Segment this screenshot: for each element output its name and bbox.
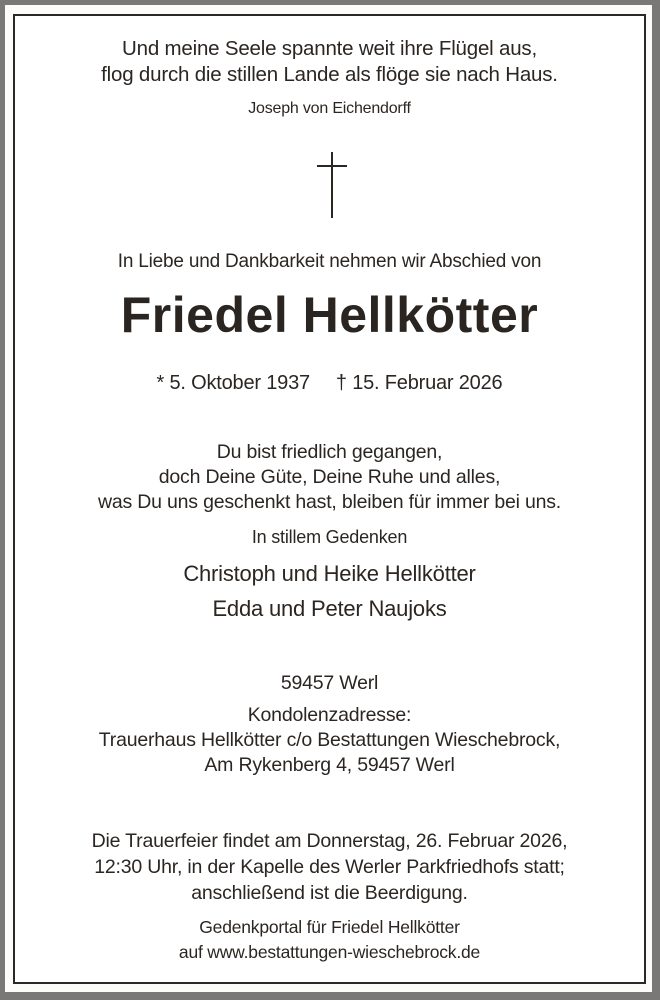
verse-line-2: doch Deine Güte, Deine Ruhe und alles, [158, 466, 501, 488]
intro-text: In Liebe und Dankbarkeit nehmen wir Abschied von [117, 251, 542, 272]
mourner-1: Christoph und Heike Hellkötter [183, 561, 476, 586]
portal-line-2: auf www.bestattungen-wieschebrock.de [178, 942, 481, 962]
obituary-notice [13, 14, 646, 984]
deceased-name: Friedel Hellkötter [120, 287, 539, 343]
mourner-2: Edda und Peter Naujoks [212, 596, 447, 621]
ceremony-line-2: 12:30 Uhr, in der Kapelle des Werler Parkfriedhofs statt; [94, 856, 565, 878]
remembrance-label: In stillem Gedenken [251, 527, 408, 547]
life-dates [15, 372, 644, 395]
verse-line-3: was Du uns geschenkt hast, bleiben für immer bei uns. [97, 491, 562, 513]
condolence-line-2: Am Rykenberg 4, 59457 Werl [204, 754, 455, 776]
poem-line-2: flog durch die stillen Lande als flöge sie nach Haus. [101, 63, 558, 86]
ceremony-line-1: Die Trauerfeier findet am Donnerstag, 26. Februar 2026, [91, 830, 568, 852]
location: 59457 Werl [280, 672, 379, 694]
portal-line-1: Gedenkportal für Friedel Hellkötter [199, 917, 460, 937]
poem-author: Joseph von Eichendorff [248, 100, 411, 117]
condolence-label: Kondolenzadresse: [247, 704, 412, 726]
birth-date: * 5. Oktober 1937 [156, 372, 310, 394]
poem-line-1: Und meine Seele spannte weit ihre Flügel aus, [122, 37, 537, 60]
death-date: † 15. Februar 2026 [335, 372, 503, 394]
condolence-line-1: Trauerhaus Hellkötter c/o Bestattungen Wieschebrock, [98, 729, 561, 751]
verse-line-1: Du bist friedlich gegangen, [216, 441, 443, 463]
cross-icon [317, 152, 347, 218]
ceremony-line-3: anschließend ist die Beerdigung. [191, 882, 468, 904]
